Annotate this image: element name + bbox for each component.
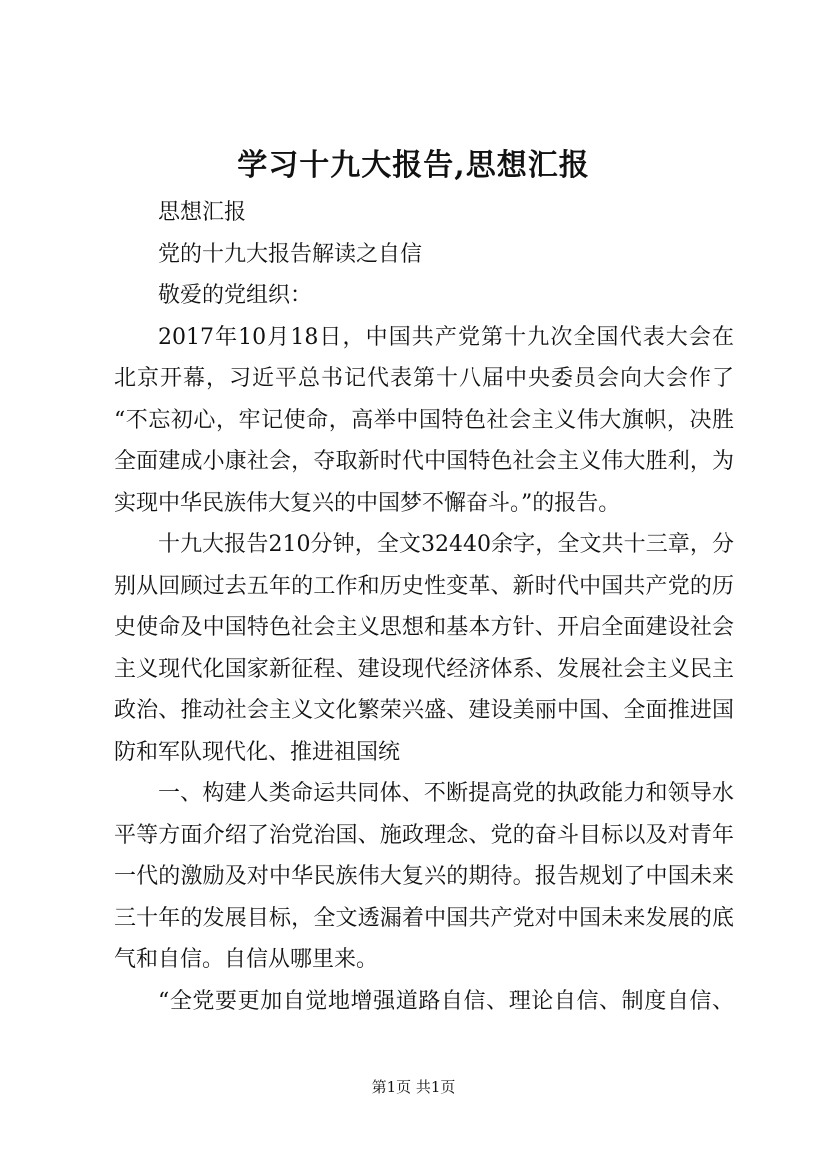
text-line: 思想汇报 xyxy=(158,200,247,225)
text-line: “不忘初心，牢记使命，高举中国特色社会主义伟大旗帜，决胜 xyxy=(114,407,734,433)
document-body xyxy=(114,192,734,1022)
text-line: 一、构建人类命运共同体、不断提高党的执政能力和领导水 xyxy=(158,781,734,806)
text-line: 十九大报告210分钟，全文32440余字，全文共十三章，分 xyxy=(158,532,734,557)
text-line: 党的十九大报告解读之自信 xyxy=(158,241,423,267)
text-line: 实现中华民族伟大复兴的中国梦不懈奋斗。”的报告。 xyxy=(114,490,621,516)
text-line: 平等方面介绍了治党治国、施政理念、党的奋斗目标以及对青年 xyxy=(114,822,734,848)
text-line: 史使命及中国特色社会主义思想和基本方针、开启全面建设社会 xyxy=(114,615,734,640)
text-line: 一代的激励及对中华民族伟大复兴的期待。报告规划了中国未来 xyxy=(114,864,734,889)
text-line: 防和军队现代化、推进祖国统 xyxy=(114,739,401,765)
text-line: 全面建成小康社会，夺取新时代中国特色社会主义伟大胜利，为 xyxy=(114,449,734,474)
document-title: 学习十九大报告,思想汇报 xyxy=(237,148,590,183)
text-line: 主义现代化国家新征程、建设现代经济体系、发展社会主义民主 xyxy=(114,656,734,682)
text-line: 2017年10月18日，中国共产党第十九次全国代表大会在 xyxy=(158,324,734,350)
text-line: 政治、推动社会主义文化繁荣兴盛、建设美丽中国、全面推进国 xyxy=(114,698,734,723)
page-footer: 第1页 共1页 xyxy=(371,1078,456,1096)
text-line: 三十年的发展目标，全文透漏着中国共产党对中国未来发展的底 xyxy=(114,905,734,931)
text-line: 北京开幕，习近平总书记代表第十八届中央委员会向大会作了 xyxy=(114,366,734,391)
text-line: 敬爱的党组织： xyxy=(158,283,313,308)
text-line: 别从回顾过去五年的工作和历史性变革、新时代中国共产党的历 xyxy=(114,573,734,599)
text-line: 气和自信。自信从哪里来。 xyxy=(114,947,379,972)
text-line: “全党要更加自觉地增强道路自信、理论自信、制度自信、 xyxy=(158,988,734,1014)
